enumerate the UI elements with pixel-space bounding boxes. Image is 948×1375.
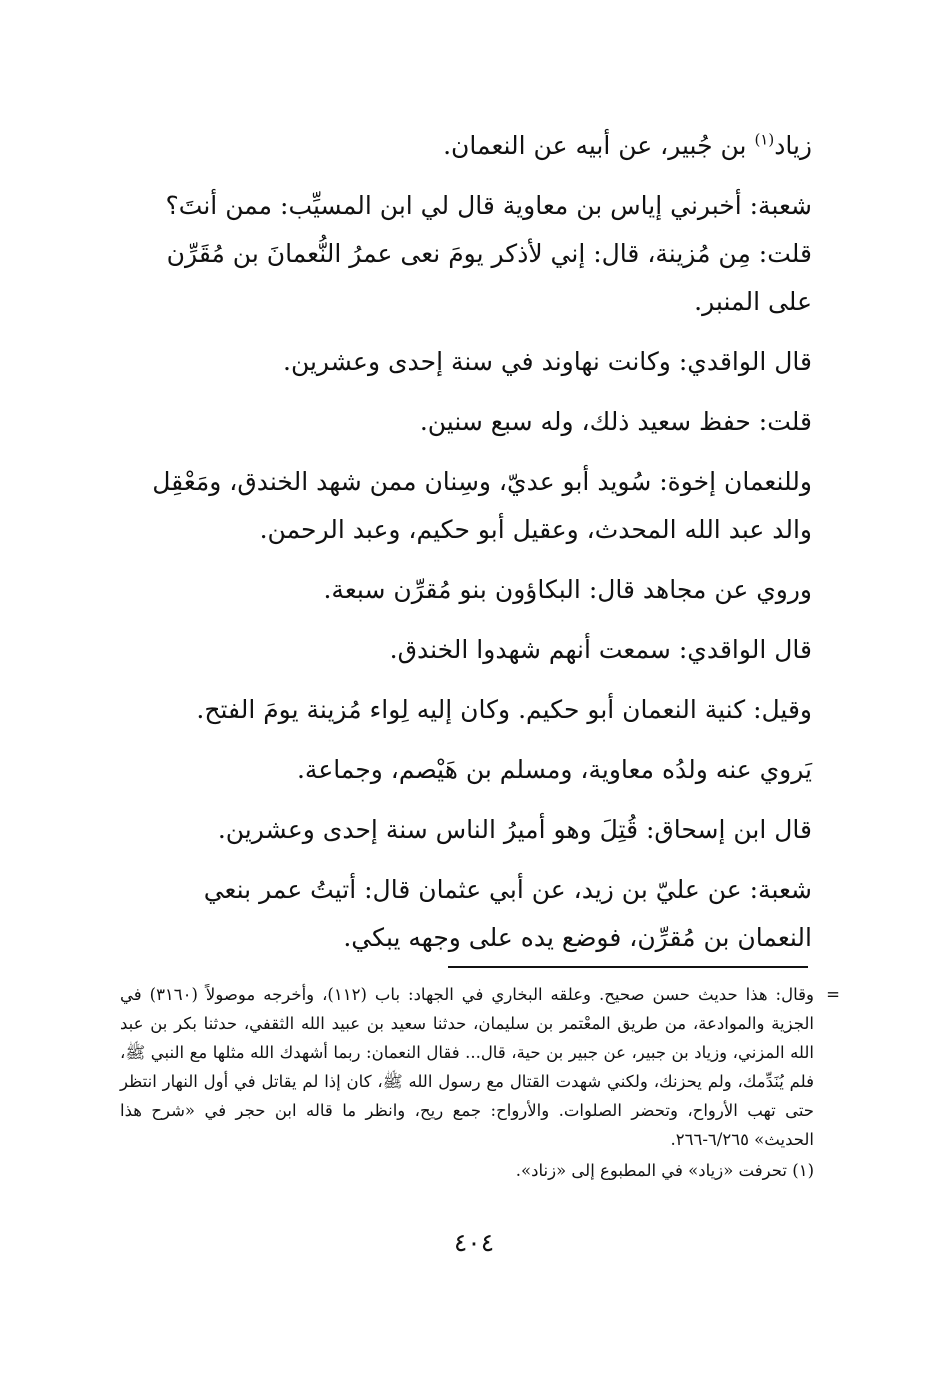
p1-text-start: زياد: [774, 131, 812, 160]
paragraph-9: يَروي عنه ولدُه معاوية، ومسلم بن هَيْصم، وجماعة.: [296, 755, 812, 784]
footnote-separator: [448, 966, 808, 968]
paragraph-1: [132, 122, 812, 170]
paragraph-6: وروي عن مجاهد قال: البكاؤون بنو مُقرِّن سبعة.: [323, 575, 812, 604]
paragraph-8: وقيل: كنية النعمان أبو حكيم. وكان إليه لِواء مُزينة يومَ الفتح.: [196, 695, 812, 724]
footnote-1: (١) تحرفت «زياد» في المطبوع إلى «زناد».: [515, 1161, 814, 1180]
paragraph-5: وللنعمان إخوة: سُويد أبو عديّ، وسِنان ممن شهد الخندق، ومَعْقِل والد عبد الله المحدث، وعقيل أبو حكيم، وعبد الرحمن.: [152, 467, 812, 544]
footnote-ref-1: (١): [754, 130, 775, 149]
main-text: [132, 122, 812, 974]
paragraph-10: قال ابن إسحاق: قُتِلَ وهو أميرُ الناس سنة إحدى وعشرين.: [217, 815, 812, 844]
paragraph-11: شعبة: عن عليّ بن زيد، عن أبي عثمان قال: أتيتُ عمر بنعي النعمان بن مُقرِّن، فوضع يده على وجهه يبكي.: [203, 875, 812, 952]
page-number: ٤٠٤: [453, 1228, 495, 1257]
paragraph-7: قال الواقدي: سمعت أنهم شهدوا الخندق.: [389, 635, 812, 664]
continuation-mark: =: [826, 985, 840, 1004]
p1-text-end: بن جُبير، عن أبيه عن النعمان.: [443, 131, 755, 160]
paragraph-2: شعبة: أخبرني إياس بن معاوية قال لي ابن المسيِّب: ممن أنتَ؟ قلت: مِن مُزينة، قال: إني لأذكر يومَ نعى عمرُ النُّعمانَ بن مُقَرِّن على المنبر.: [165, 191, 812, 316]
paragraph-4: قلت: حفظ سعيد ذلك، وله سبع سنين.: [419, 407, 812, 436]
footnote-continuation-text: وقال: هذا حديث حسن صحيح. وعلقه البخاري في الجهاد: باب (١١٢)، وأخرجه موصولاً (٣١٦٠) في الجزية والموادعة، من طريق المعْتمر بن سليمان، حدثنا سعيد بن عبيد الله الثقفي، حدثنا بكر بن عبد الله المزني، وزياد بن جبير، عن جبير بن حية، قال... فقال النعمان: ربما أشهدك الله مثلها مع النبي ﷺ، فلم يُنَدِّمك، ولم يحزنك، ولكني شهدت القتال مع رسول الله ﷺ، كان إذا لم يقاتل في أول النهار انتظر حتى تهب الأرواح، وتحضر الصلوات. والأرواح: جمع ريح، وانظر ما قاله ابن حجر في «شرح هذا الحديث» ٦/٢٦٥-٢٦٦.: [120, 985, 814, 1149]
paragraph-3: قال الواقدي: وكانت نهاوند في سنة إحدى وعشرين.: [283, 347, 812, 376]
footnotes: [120, 980, 840, 1185]
footnote-continuation: [120, 980, 840, 1154]
